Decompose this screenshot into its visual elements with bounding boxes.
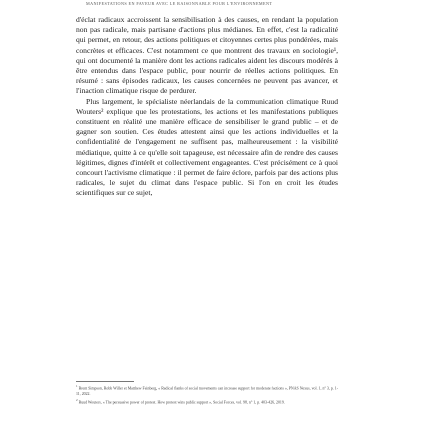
running-header: MANIFESTATIONS EN FAVEUR AVEC LE RAISONNABLE POUR L'ENVIRONNEMENT [86, 1, 273, 6]
footnote-text: Ruud Wouters, « The persuasive power of protest. How protest wins public support », Social Forces, vol. 98, n° 1, p. 403-426, 2019. [78, 400, 285, 404]
paragraph: Plus largement, le spécialiste néerlandais de la communication climatique Ruud Wouters² explique que les protestations, les actions et les manifestations publiques constituent en réalité une manière efficace de sensibiliser le grand public – et de gagner son soutien. Ces études attestent ainsi que les actions individuelles et la confidentialité de l'engagement ne suffisent pas, malheureusement : la visibilité médiatique, quitte à ce qu'elle soit tapageuse, est nécessaire afin de rendre des causes légitimes, dignes d'intérêt et collectivement engageantes. C'est précisément ce à quoi concourt l'activisme climatique : il permet de faire éclore, parfois par des actions plus radicales, le sujet du climat dans l'espace public. Si l'on en croit les études scientifiques sur ce sujet, [76, 96, 338, 198]
footnote-text: Brent Simpson, Robb Willer et Matthew Feinberg, « Radical flanks of social movements can increase support for moderate factions », PNAS Nexus, vol. 1, n° 3, p. 1-11, 2022. [76, 386, 338, 396]
footnote-rule [76, 381, 134, 382]
document-page [76, 0, 338, 425]
footnotes [76, 381, 338, 406]
footnote [76, 384, 338, 397]
footnote-number: 2 [76, 397, 78, 402]
body-text [76, 15, 338, 199]
paragraph: d'éclat radicaux accroissent la sensibilisation à des causes, en rendant la population non pas radicale, mais partisane d'actions plus médianes. En effet, c'est la radicalité qui permet, en retour, des actions politiques et citoyennes certes plus pondérées, mais concrètes et efficaces. C'est notamment ce que montrent des travaux en sociologie¹, qui ont documenté la manière dont les actions radicales aident les discours modérés à être entendus dans l'espace public, pour nourrir de réelles actions politiques. En résumé : sans épisodes radicaux, les causes concernées ne peuvent pas avancer, et l'inaction climatique risque de perdurer. [76, 15, 338, 96]
footnote-number: 1 [76, 384, 78, 388]
footnote [76, 398, 338, 406]
